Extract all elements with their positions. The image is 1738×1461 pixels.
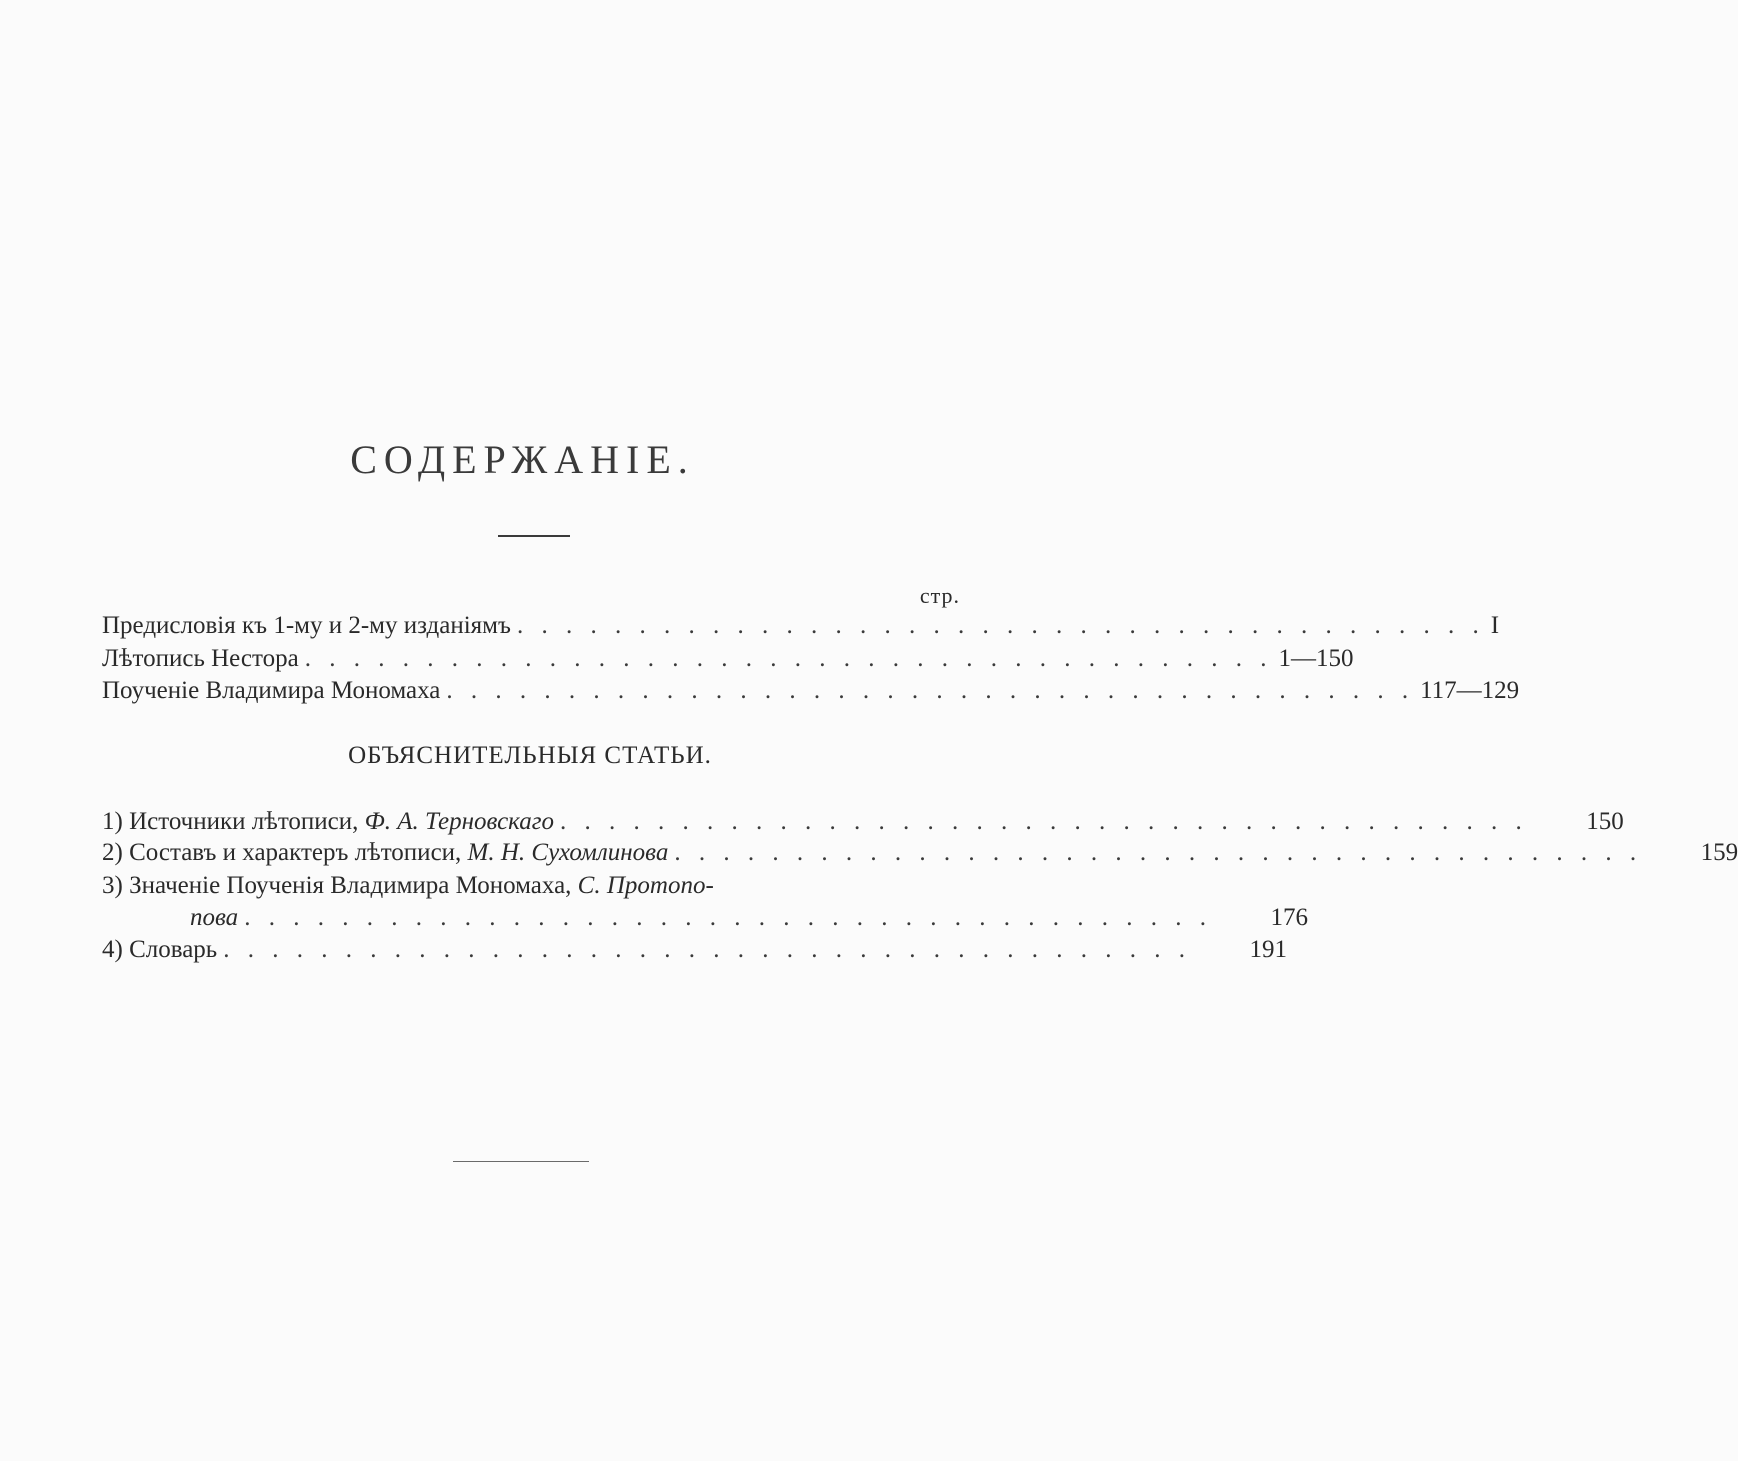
toc-entry-page: 1—150	[1278, 645, 1354, 672]
toc-article-composition	[102, 839, 1738, 871]
toc-entry-label	[102, 808, 554, 836]
leader-dots: . . . . . . . . . . . . . . . . . . . . . . . . . . . . . . . . . . . . . . . .	[446, 677, 1415, 704]
article-title: 1) Источники лѣтописи,	[102, 808, 365, 835]
leader-dots: . . . . . . . . . . . . . . . . . . . . . . . . . . . . . . . . . . . . . . . .	[674, 839, 1643, 866]
section-heading: ОБЪЯСНИТЕЛЬНЫЯ СТАТЬИ.	[348, 742, 712, 769]
toc-entry-prefaces	[102, 612, 1500, 644]
toc-article-glossary	[102, 936, 1287, 968]
article-title: 3) Значеніе Поученія Владимира Мономаха,	[102, 872, 578, 899]
toc-entry-label	[102, 839, 668, 867]
page-column-label: стр.	[919, 583, 960, 608]
leader-dots: . . . . . . . . . . . . . . . . . . . . . . . . . . . . . . . . . . . . . . . .	[516, 612, 1485, 639]
toc-article-significance-continuation	[190, 904, 1308, 936]
toc-entry-page: 117—129	[1420, 677, 1520, 704]
article-author-continuation: пова	[190, 904, 239, 931]
toc-entry-label: Лѣтопись Нестора	[102, 645, 299, 672]
leader-dots: . . . . . . . . . . . . . . . . . . . . . . . . . . . . . . . . . . . . . . . .	[560, 808, 1528, 835]
toc-entry-nestor-chronicle	[102, 645, 1354, 677]
toc-entry-monomakh-instruction	[102, 677, 1520, 709]
toc-entry-page: 150	[1586, 808, 1624, 835]
article-author: С. Протопо-	[577, 872, 714, 899]
article-author: Ф. А. Терновскаго	[364, 808, 554, 835]
leader-dots: . . . . . . . . . . . . . . . . . . . . . . . . . . . . . . . . . . . . . . . .	[223, 936, 1191, 963]
closing-divider	[453, 1161, 589, 1162]
title-divider	[498, 535, 570, 537]
toc-entry-page: 191	[1249, 936, 1287, 963]
toc-entry-label: Предисловія къ 1-му и 2-му изданіямъ	[102, 612, 511, 639]
article-author: М. Н. Сухомлинова	[467, 839, 669, 866]
leader-dots: . . . . . . . . . . . . . . . . . . . . . . . . . . . . . . . . . . . . . . . .	[304, 645, 1273, 672]
toc-entry-label: 4) Словарь	[102, 936, 218, 963]
toc-entry-page: I	[1490, 612, 1500, 639]
toc-article-sources	[102, 808, 1624, 840]
article-title: 2) Составъ и характеръ лѣтописи,	[102, 839, 468, 866]
toc-entry-label	[102, 872, 714, 900]
page-title: СОДЕРЖАНІЕ.	[350, 437, 695, 482]
toc-article-significance	[102, 872, 960, 904]
toc-entry-label: Поученіе Владимира Мономаха	[102, 677, 441, 704]
toc-entry-page: 159	[1700, 839, 1738, 866]
toc-entry-page: 176	[1270, 904, 1308, 931]
leader-dots: . . . . . . . . . . . . . . . . . . . . . . . . . . . . . . . . . . . . . . . .	[244, 904, 1212, 931]
